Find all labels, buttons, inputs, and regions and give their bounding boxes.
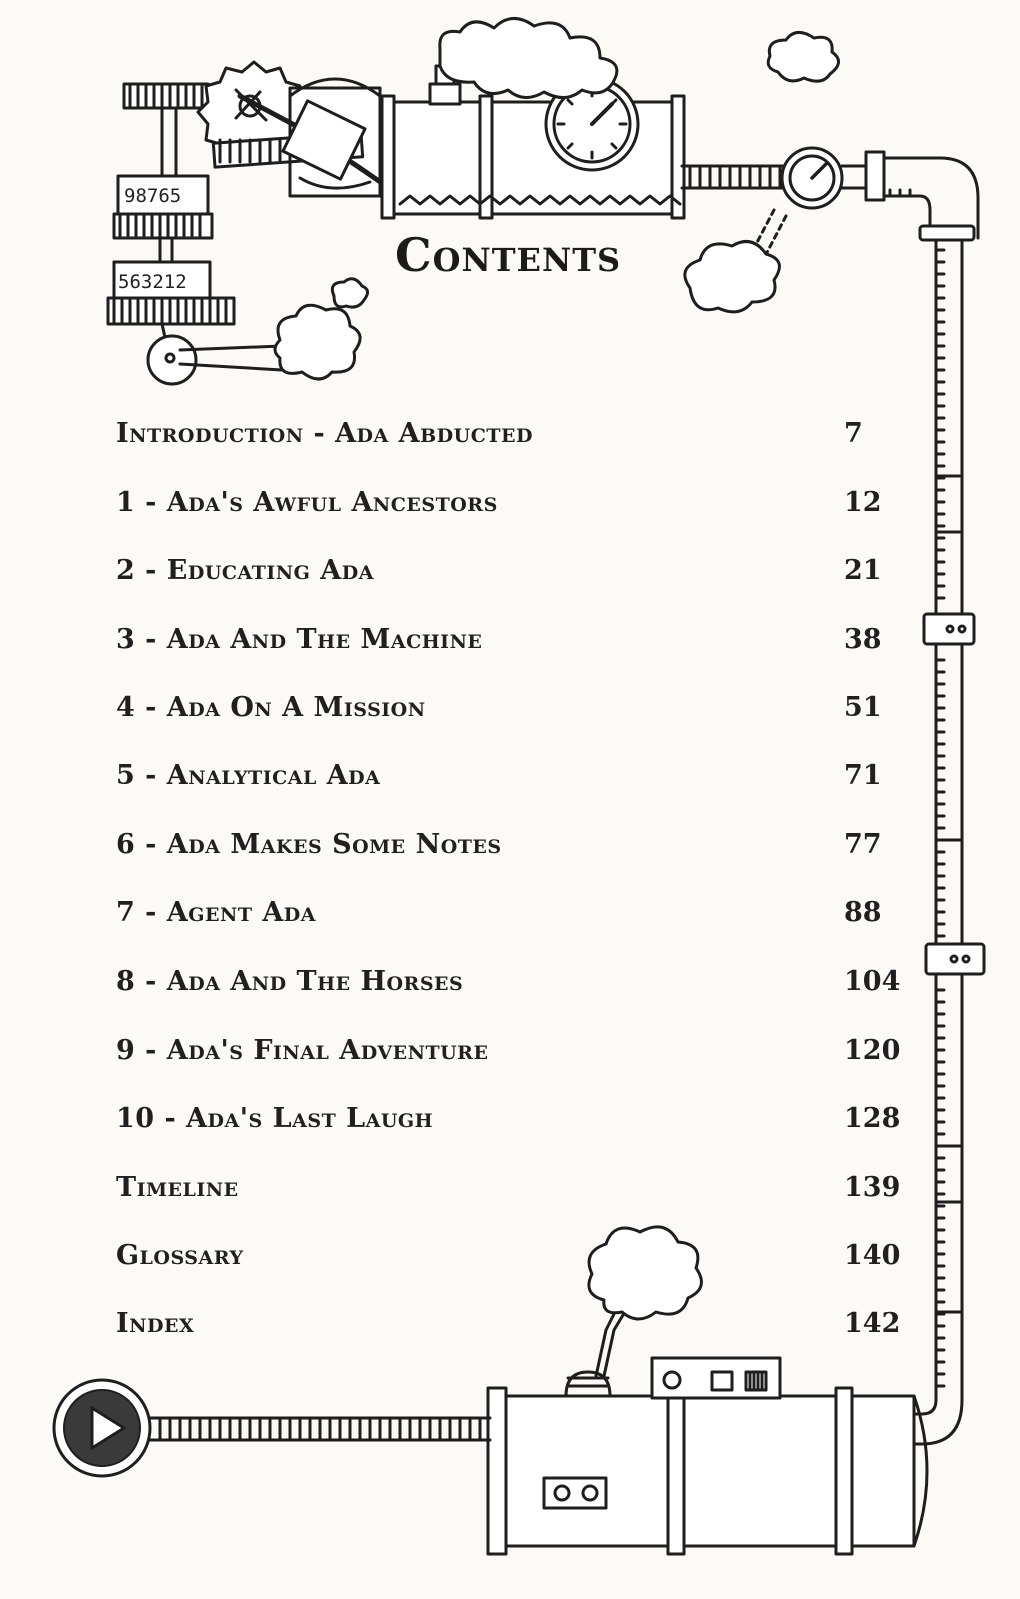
toc-entry-page: 104	[844, 966, 901, 997]
toc-entry-title: 7 - Agent Ada	[116, 897, 317, 928]
toc-entry-page: 140	[844, 1240, 901, 1271]
toc-entry-title: Index	[116, 1308, 195, 1339]
toc-entry-page: 51	[844, 692, 882, 723]
toc-entry-title: 4 - Ada On A Mission	[116, 692, 426, 723]
counter-lower-value: 563212	[118, 271, 187, 293]
toc-entry-title: 6 - Ada Makes Some Notes	[116, 829, 502, 860]
toc-entry-page: 77	[844, 829, 882, 860]
toc-entry-page: 21	[844, 555, 882, 586]
toc-entry[interactable]	[116, 829, 906, 873]
toc-entry-page: 128	[844, 1103, 901, 1134]
toc-entry-page: 120	[844, 1035, 901, 1066]
toc-entry[interactable]	[116, 1172, 906, 1216]
toc-entry-page: 38	[844, 624, 882, 655]
toc-entry-title: Glossary	[116, 1240, 244, 1271]
page-title: Contents	[395, 228, 622, 282]
toc-entry-title: 8 - Ada And The Horses	[116, 966, 464, 997]
toc-entry[interactable]	[116, 1240, 906, 1284]
toc-entry[interactable]	[116, 760, 906, 804]
toc-entry[interactable]	[116, 624, 906, 668]
toc-entry[interactable]	[116, 897, 906, 941]
toc-entry[interactable]	[116, 1103, 906, 1147]
toc-entry-page: 71	[844, 760, 882, 791]
toc-entry-page: 88	[844, 897, 882, 928]
toc-entry-title: 2 - Educating Ada	[116, 555, 374, 586]
toc-entry[interactable]	[116, 1035, 906, 1079]
toc-entry[interactable]	[116, 418, 906, 462]
toc-entry-title: 9 - Ada's Final Adventure	[116, 1035, 489, 1066]
toc-entry-title: 3 - Ada And The Machine	[116, 624, 483, 655]
toc-entry-title: 10 - Ada's Last Laugh	[116, 1103, 434, 1134]
toc-entry-page: 12	[844, 487, 882, 518]
toc-entry-page: 139	[844, 1172, 901, 1203]
toc-entry-title: 1 - Ada's Awful Ancestors	[116, 487, 498, 518]
toc-entry[interactable]	[116, 487, 906, 531]
toc-entry-page: 142	[844, 1308, 901, 1339]
toc-entry-title: Timeline	[116, 1172, 239, 1203]
toc-entry[interactable]	[116, 692, 906, 736]
toc-entry-title: Introduction - Ada Abducted	[116, 418, 533, 449]
toc-entry[interactable]	[116, 966, 906, 1010]
toc-entry[interactable]	[116, 555, 906, 599]
toc-entry-page: 7	[844, 418, 863, 449]
counter-upper-value: 98765	[124, 185, 182, 207]
toc-entry-title: 5 - Analytical Ada	[116, 760, 381, 791]
toc-entry[interactable]	[116, 1308, 906, 1352]
